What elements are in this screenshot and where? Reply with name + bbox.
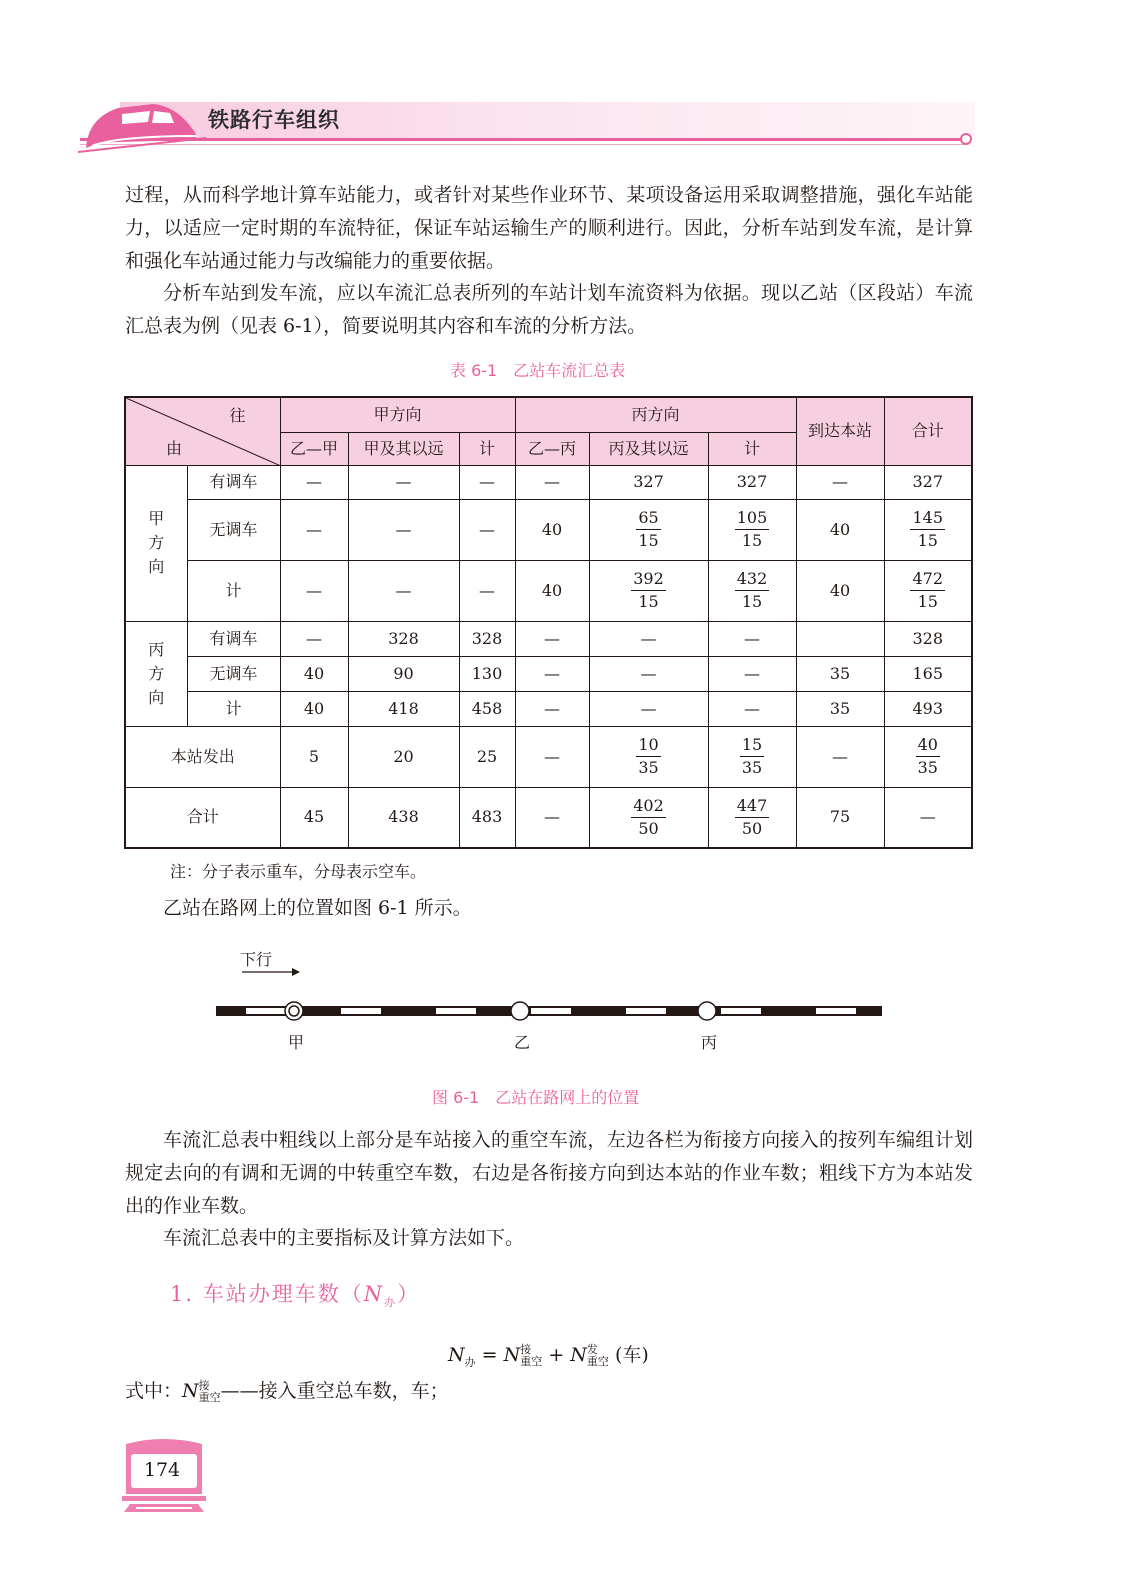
formula [448, 1340, 649, 1370]
section-title-end: ） [397, 1282, 421, 1306]
direction-label: 下行 [240, 950, 273, 969]
paragraph-4: 车流汇总表中粗线以上部分是车站接入的重空车流，左边各栏为衔接方向接入的按列车编组计划规定去向的有调和无调的中转重空车数，右边是各衔接方向到达本站的作业车数；粗线下方为本站发出的作业车数。 [125, 1129, 973, 1217]
station-jia-inner [289, 1006, 299, 1016]
formula-unit: (车) [614, 1344, 649, 1366]
table-cell-fraction [589, 560, 708, 621]
station-label-yi: 乙 [514, 1033, 531, 1052]
row-group-bing-label: 丙方向 [148, 639, 165, 707]
figure-caption: 图 6-1 乙站在路网上的位置 [432, 1088, 640, 1107]
table-cell: — [796, 726, 884, 787]
table-cell: 20 [348, 726, 459, 787]
table-cell-fraction [708, 560, 796, 621]
table-cell: — [280, 621, 348, 656]
subheader-jia-sum: 计 [459, 432, 515, 465]
where-sup: 接 [198, 1379, 210, 1392]
formula-term1-sup: 接 [520, 1343, 532, 1356]
railway-line-diagram [200, 945, 900, 1065]
denominator: 35 [741, 758, 763, 777]
table-cell: 45 [280, 787, 348, 848]
table-row [125, 499, 972, 560]
header-rule [80, 138, 965, 141]
table-row [125, 465, 972, 499]
table-cell: — [515, 726, 589, 787]
where-var: N [182, 1380, 199, 1402]
table-cell-fraction [589, 726, 708, 787]
section-title-sub: 办 [384, 1296, 398, 1309]
numerator: 145 [910, 507, 945, 530]
table-cell: — [589, 691, 708, 726]
formula-lhs: N [448, 1344, 465, 1366]
row-label: 计 [187, 560, 280, 621]
table-cell-fraction [708, 787, 796, 848]
table-cell: — [708, 621, 796, 656]
formula-term1-sub: 重空 [520, 1355, 543, 1368]
table-cell: 40 [796, 560, 884, 621]
station-label-jia: 甲 [288, 1033, 305, 1052]
table-cell: 438 [348, 787, 459, 848]
numerator: 472 [910, 568, 945, 591]
page-number: 174 [143, 1459, 181, 1481]
table-cell: — [884, 787, 972, 848]
header-end-dot [960, 133, 972, 145]
denominator: 15 [917, 592, 938, 611]
table-cell: 40 [515, 499, 589, 560]
table-cell: 493 [884, 691, 972, 726]
corner-from-label: 由 [166, 438, 183, 458]
table-cell: 328 [459, 621, 515, 656]
table-cell: 328 [884, 621, 972, 656]
table-cell: — [515, 691, 589, 726]
denominator: 15 [741, 531, 763, 550]
subheader-bing-sum: 计 [708, 432, 796, 465]
subheader-yi-jia: 乙—甲 [280, 432, 348, 465]
table-cell: 75 [796, 787, 884, 848]
denominator: 15 [741, 592, 763, 611]
table-cell: — [280, 499, 348, 560]
table-cell: 25 [459, 726, 515, 787]
formula-term1: N [503, 1344, 521, 1366]
section-title-var: N [363, 1282, 385, 1306]
header-bing-direction: 丙方向 [515, 397, 796, 432]
header-arrive-station: 到达本站 [796, 397, 884, 465]
station-position-figure [200, 945, 900, 1069]
formula-term2-sup: 发 [586, 1343, 598, 1356]
numerator: 65 [636, 507, 660, 530]
denominator: 15 [917, 531, 938, 550]
denominator: 35 [917, 758, 938, 777]
table-cell: 458 [459, 691, 515, 726]
table-cell: 328 [348, 621, 459, 656]
numerator: 447 [735, 795, 770, 818]
denominator: 50 [638, 818, 659, 838]
table-caption: 表 6-1 乙站车流汇总表 [450, 361, 626, 380]
numerator: 105 [735, 507, 770, 530]
table-cell-fraction [589, 499, 708, 560]
page-header [0, 0, 1127, 170]
table-cell: — [796, 465, 884, 499]
table-cell: — [708, 656, 796, 691]
denominator: 35 [638, 758, 659, 777]
table-cell: — [459, 465, 515, 499]
direction-arrowhead [292, 968, 300, 976]
table-cell-fraction [884, 726, 972, 787]
station-label-bing: 丙 [701, 1033, 718, 1052]
table-cell-fraction [884, 560, 972, 621]
corner-diagonal-cell [125, 397, 280, 465]
paragraph-1: 过程，从而科学地计算车站能力，或者针对某些作业环节、某项设备运用采取调整措施，强化车站能力，以适应一定时期的车流特征，保证车站运输生产的顺利进行。因此，分析车站到发车流，是计算和强化车站通过能力与改编能力的重要依据。 [125, 184, 973, 272]
row-group-jia-label: 甲方向 [148, 509, 165, 576]
table-cell: — [348, 499, 459, 560]
where-prefix: 式中： [125, 1380, 183, 1402]
table-cell: — [515, 621, 589, 656]
table-cell: 327 [589, 465, 708, 499]
table-cell [796, 621, 884, 656]
row-group-bing [125, 621, 187, 726]
table-cell: — [515, 656, 589, 691]
section-title-text: 1. 车站办理车数（ [170, 1282, 364, 1306]
row-group-jia [125, 465, 187, 621]
header-title: 铁路行车组织 [208, 108, 340, 132]
table-cell: — [515, 465, 589, 499]
table-cell: 483 [459, 787, 515, 848]
numerator: 15 [740, 734, 764, 757]
formula-where [125, 1376, 449, 1404]
table-cell: — [589, 656, 708, 691]
table-row [125, 691, 972, 726]
row-label: 有调车 [187, 621, 280, 656]
table-row [125, 726, 972, 787]
table-cell: 40 [280, 691, 348, 726]
row-label: 有调车 [187, 465, 280, 499]
table-cell-fraction [708, 499, 796, 560]
header-rule-thin [80, 144, 965, 145]
table-cell: 90 [348, 656, 459, 691]
table-cell: 5 [280, 726, 348, 787]
table-cell: 327 [884, 465, 972, 499]
subheader-bing-beyond: 丙及其以远 [589, 432, 708, 465]
numerator: 392 [631, 568, 666, 591]
where-sub: 重空 [198, 1391, 221, 1404]
paragraph-2: 分析车站到发车流，应以车流汇总表所列的车站计划车流资料为依据。现以乙站（区段站）车流汇总表为例（见表 6-1），简要说明其内容和车流的分析方法。 [125, 282, 973, 337]
row-label: 无调车 [187, 499, 280, 560]
table-row [125, 621, 972, 656]
table-cell: 35 [796, 656, 884, 691]
table-cell: 165 [884, 656, 972, 691]
formula-eq: = [481, 1344, 498, 1366]
numerator: 402 [631, 795, 666, 818]
car-flow-summary-table [124, 396, 973, 849]
table-cell: 327 [708, 465, 796, 499]
table-cell: 130 [459, 656, 515, 691]
table-cell: — [348, 465, 459, 499]
paragraph-3: 乙站在路网上的位置如图 6-1 所示。 [163, 897, 472, 919]
table-row [125, 787, 972, 848]
formula-plus: + [548, 1344, 565, 1366]
denominator: 15 [638, 531, 659, 550]
subheader-yi-bing: 乙—丙 [515, 432, 589, 465]
table-row [125, 656, 972, 691]
subheader-jia-beyond: 甲及其以远 [348, 432, 459, 465]
diagonal-line [126, 398, 281, 466]
row-label-local: 本站发出 [125, 726, 280, 787]
table-cell: — [280, 560, 348, 621]
section-title [170, 1278, 420, 1310]
formula-lhs-sub: 办 [464, 1356, 476, 1369]
table-row [125, 560, 972, 621]
corner-to-label: 往 [229, 406, 246, 425]
table-cell: — [589, 621, 708, 656]
table-cell: 40 [796, 499, 884, 560]
row-label: 计 [187, 691, 280, 726]
train-logo-icon [78, 96, 208, 156]
numerator: 40 [916, 734, 940, 757]
numerator: 10 [636, 734, 660, 757]
table-cell-fraction [589, 787, 708, 848]
table-cell: 418 [348, 691, 459, 726]
station-bing-marker [698, 1002, 716, 1020]
table-cell-fraction [708, 726, 796, 787]
table-cell: 35 [796, 691, 884, 726]
table-cell: 40 [280, 656, 348, 691]
numerator: 432 [735, 568, 770, 591]
table-cell-fraction [884, 499, 972, 560]
table-cell: — [708, 691, 796, 726]
table-cell: — [459, 560, 515, 621]
table-cell: — [280, 465, 348, 499]
table-cell: 40 [515, 560, 589, 621]
denominator: 50 [741, 818, 763, 838]
denominator: 15 [638, 592, 659, 611]
row-label: 无调车 [187, 656, 280, 691]
formula-term2-sub: 重空 [586, 1355, 609, 1368]
header-jia-direction: 甲方向 [280, 397, 515, 432]
where-desc: ——接入重空总车数，车； [220, 1380, 449, 1402]
table-note: 注：分子表示重车，分母表示空车。 [170, 862, 427, 881]
paragraph-5: 车流汇总表中的主要指标及计算方法如下。 [163, 1227, 525, 1249]
formula-term2: N [570, 1344, 587, 1366]
table-cell: — [459, 499, 515, 560]
header-total: 合计 [884, 397, 972, 465]
station-yi-marker [511, 1002, 529, 1020]
row-label-total: 合计 [125, 787, 280, 848]
table-cell: — [515, 787, 589, 848]
table-cell: — [348, 560, 459, 621]
